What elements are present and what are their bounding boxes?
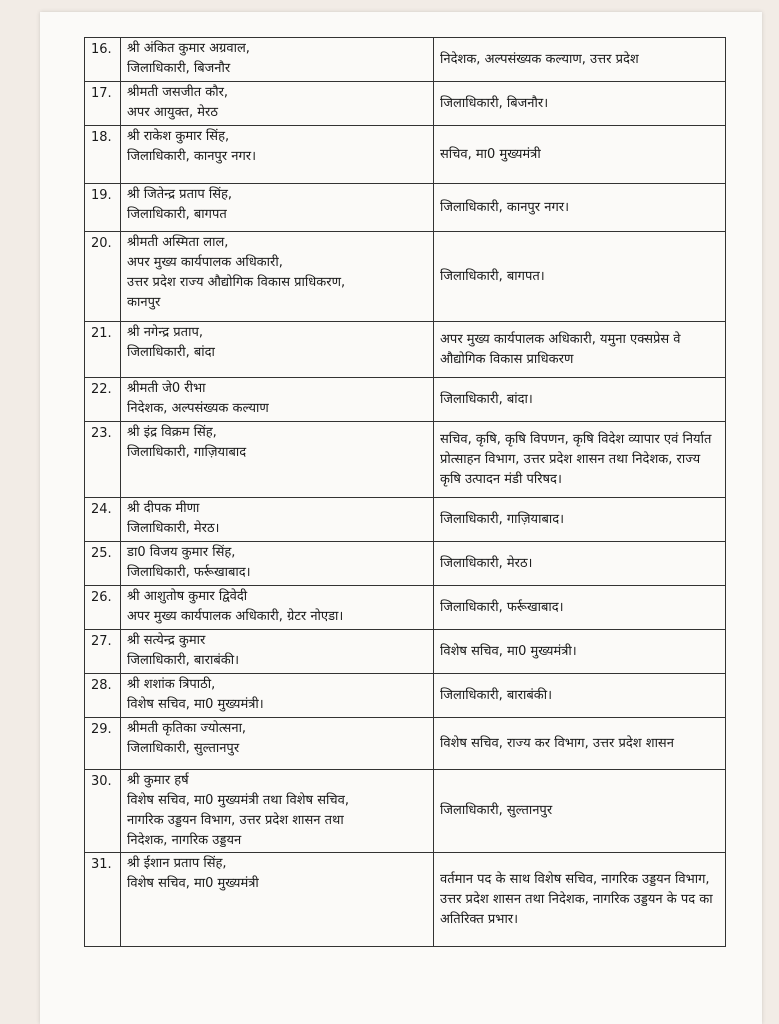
row-number: 19. <box>85 184 121 232</box>
new-posting-cell <box>434 770 726 853</box>
officer-name-line: श्रीमती अस्मिता लाल, <box>127 235 229 250</box>
table-row <box>85 498 726 542</box>
new-posting-cell <box>434 718 726 770</box>
officer-name-cell <box>121 853 434 947</box>
table-row <box>85 378 726 422</box>
officer-name-line: उत्तर प्रदेश राज्य औद्योगिक विकास प्राधिकरण, <box>127 275 346 290</box>
officer-name-line: श्री अंकित कुमार अग्रवाल, <box>127 41 250 56</box>
officer-name-line: जिलाधिकारी, बांदा <box>127 345 215 360</box>
row-number: 24. <box>85 498 121 542</box>
row-number: 17. <box>85 82 121 126</box>
new-posting-text: जिलाधिकारी, कानपुर नगर। <box>440 199 570 215</box>
row-number: 29. <box>85 718 121 770</box>
new-posting-cell <box>434 232 726 322</box>
table-row <box>85 82 726 126</box>
officer-name-line: श्री शशांक त्रिपाठी, <box>127 677 216 692</box>
officer-name-line: डा0 विजय कुमार सिंह, <box>127 545 236 560</box>
new-posting-cell <box>434 853 726 947</box>
officer-name-line: श्री कुमार हर्ष <box>127 773 189 788</box>
officer-name-line: श्री राकेश कुमार सिंह, <box>127 129 230 144</box>
table-row <box>85 674 726 718</box>
officer-name-line: जिलाधिकारी, बाराबंकी। <box>127 653 240 668</box>
officer-name-cell <box>121 82 434 126</box>
table-row <box>85 232 726 322</box>
officer-name-cell <box>121 184 434 232</box>
officer-name-cell <box>121 674 434 718</box>
officer-name-line: जिलाधिकारी, सुल्तानपुर <box>127 741 240 756</box>
table-row <box>85 184 726 232</box>
officer-name-cell <box>121 586 434 630</box>
officer-name-cell <box>121 38 434 82</box>
new-posting-text: जिलाधिकारी, गाज़ियाबाद। <box>440 511 565 527</box>
row-number: 31. <box>85 853 121 947</box>
officer-name-line: जिलाधिकारी, मेरठ। <box>127 521 220 536</box>
new-posting-text: निदेशक, अल्पसंख्यक कल्याण, उत्तर प्रदेश <box>440 51 639 67</box>
row-number: 30. <box>85 770 121 853</box>
officer-name-cell <box>121 770 434 853</box>
officer-name-cell <box>121 378 434 422</box>
new-posting-text: जिलाधिकारी, मेरठ। <box>440 555 533 571</box>
new-posting-text: अपर मुख्य कार्यपालक अधिकारी, यमुना एक्सप्रेस वे औद्योगिक विकास प्राधिकरण <box>440 331 681 367</box>
officer-name-line: श्री नगेन्द्र प्रताप, <box>127 325 203 340</box>
new-posting-cell <box>434 184 726 232</box>
officer-name-line: जिलाधिकारी, बिजनौर <box>127 61 231 76</box>
officer-name-line: विशेष सचिव, मा0 मुख्यमंत्री। <box>127 697 264 712</box>
officer-name-line: अपर मुख्य कार्यपालक अधिकारी, <box>127 255 283 270</box>
new-posting-cell <box>434 126 726 184</box>
new-posting-text: वर्तमान पद के साथ विशेष सचिव, नागरिक उड्डयन विभाग, उत्तर प्रदेश शासन तथा निदेशक, नागरिक उड्डयन के पद का अतिरिक्त प्रभार। <box>440 871 713 927</box>
officer-name-line: श्री जितेन्द्र प्रताप सिंह, <box>127 187 233 202</box>
officer-name-line: निदेशक, अल्पसंख्यक कल्याण <box>127 401 269 416</box>
officer-name-cell <box>121 232 434 322</box>
new-posting-cell <box>434 422 726 498</box>
table-row <box>85 126 726 184</box>
officer-name-line: श्री सत्येन्द्र कुमार <box>127 633 206 648</box>
row-number: 18. <box>85 126 121 184</box>
row-number: 27. <box>85 630 121 674</box>
officer-name-line: श्रीमती कृतिका ज्योत्सना, <box>127 721 247 736</box>
table-row <box>85 718 726 770</box>
new-posting-text: जिलाधिकारी, बिजनौर। <box>440 95 549 111</box>
officer-name-cell <box>121 322 434 378</box>
officer-name-cell <box>121 126 434 184</box>
new-posting-text: सचिव, मा0 मुख्यमंत्री <box>440 146 541 162</box>
new-posting-cell <box>434 498 726 542</box>
officer-name-cell <box>121 498 434 542</box>
officer-name-line: नागरिक उड्डयन विभाग, उत्तर प्रदेश शासन तथा <box>127 813 344 828</box>
officer-name-line: श्री दीपक मीणा <box>127 501 200 516</box>
new-posting-text: जिलाधिकारी, बाराबंकी। <box>440 687 553 703</box>
new-posting-text: जिलाधिकारी, सुल्तानपुर <box>440 803 553 818</box>
new-posting-cell <box>434 82 726 126</box>
officer-name-line: निदेशक, नागरिक उड्डयन <box>127 833 242 848</box>
table-row <box>85 322 726 378</box>
new-posting-text: जिलाधिकारी, फर्रूखाबाद। <box>440 599 564 615</box>
new-posting-text: सचिव, कृषि, कृषि विपणन, कृषि विदेश व्यापार एवं निर्यात प्रोत्साहन विभाग, उत्तर प्रदेश शासन तथा निदेशक, राज्य कृषि उत्पादन मंडी परिषद। <box>440 431 712 487</box>
officer-name-cell <box>121 542 434 586</box>
officer-name-line: श्री आशुतोष कुमार द्विवेदी <box>127 589 248 604</box>
row-number: 28. <box>85 674 121 718</box>
new-posting-cell <box>434 542 726 586</box>
new-posting-cell <box>434 322 726 378</box>
new-posting-cell <box>434 630 726 674</box>
new-posting-cell <box>434 378 726 422</box>
table-row <box>85 770 726 853</box>
row-number: 25. <box>85 542 121 586</box>
officer-name-line: कानपुर <box>127 295 161 310</box>
officer-name-line: जिलाधिकारी, कानपुर नगर। <box>127 149 257 164</box>
new-posting-cell <box>434 38 726 82</box>
new-posting-text: विशेष सचिव, राज्य कर विभाग, उत्तर प्रदेश शासन <box>440 735 674 751</box>
table-row <box>85 630 726 674</box>
row-number: 21. <box>85 322 121 378</box>
row-number: 20. <box>85 232 121 322</box>
new-posting-text: जिलाधिकारी, बांदा। <box>440 391 533 407</box>
officer-name-line: श्रीमती जे0 रीभा <box>127 381 206 396</box>
officer-name-line: जिलाधिकारी, बागपत <box>127 207 227 222</box>
row-number: 16. <box>85 38 121 82</box>
officer-name-line: अपर आयुक्त, मेरठ <box>127 105 218 120</box>
officer-name-line: जिलाधिकारी, गाज़ियाबाद <box>127 445 247 460</box>
officer-name-line: विशेष सचिव, मा0 मुख्यमंत्री तथा विशेष सचिव, <box>127 793 349 808</box>
officer-name-line: श्री इंद्र विक्रम सिंह, <box>127 425 217 440</box>
officer-name-line: विशेष सचिव, मा0 मुख्यमंत्री <box>127 876 259 891</box>
officer-name-line: श्री ईशान प्रताप सिंह, <box>127 856 227 871</box>
new-posting-cell <box>434 674 726 718</box>
officer-name-line: अपर मुख्य कार्यपालक अधिकारी, ग्रेटर नोएडा। <box>127 609 344 624</box>
transfer-table-body <box>85 38 726 947</box>
table-row <box>85 586 726 630</box>
row-number: 23. <box>85 422 121 498</box>
officer-name-cell <box>121 718 434 770</box>
new-posting-text: विशेष सचिव, मा0 मुख्यमंत्री। <box>440 643 577 659</box>
table-row <box>85 542 726 586</box>
officer-name-line: श्रीमती जसजीत कौर, <box>127 85 229 100</box>
row-number: 22. <box>85 378 121 422</box>
officer-name-cell <box>121 630 434 674</box>
row-number: 26. <box>85 586 121 630</box>
officer-name-cell <box>121 422 434 498</box>
officer-name-line: जिलाधिकारी, फर्रूखाबाद। <box>127 565 251 580</box>
table-row <box>85 853 726 947</box>
transfer-table <box>84 37 726 947</box>
table-row <box>85 38 726 82</box>
new-posting-text: जिलाधिकारी, बागपत। <box>440 268 545 284</box>
table-row <box>85 422 726 498</box>
new-posting-cell <box>434 586 726 630</box>
